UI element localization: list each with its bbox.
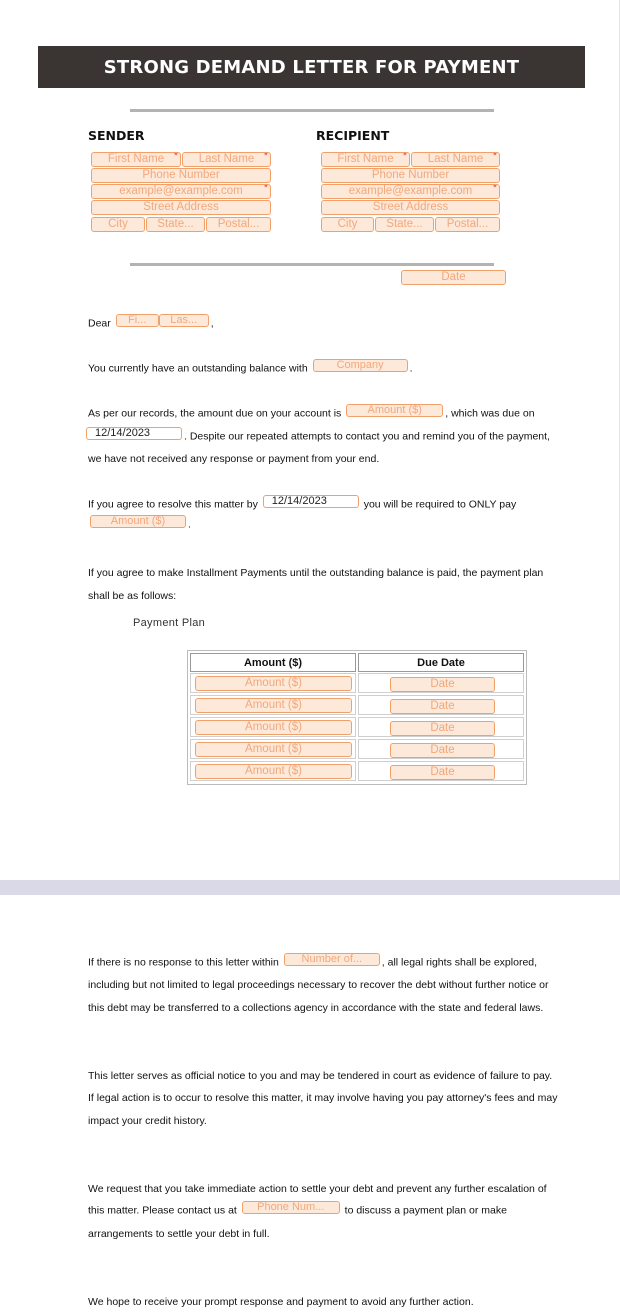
records-line-2 (86, 427, 550, 443)
request-line-2 (88, 1201, 507, 1217)
records-mid-text: , which was due on (445, 407, 535, 420)
table-row (190, 761, 356, 781)
recipient-city-field[interactable]: City (321, 217, 374, 232)
request-contact-text: this matter. Please contact us at (88, 1204, 237, 1217)
recipient-street-field[interactable]: Street Address (321, 200, 500, 215)
greeting-line (88, 314, 214, 330)
request-line-1: We request that you take immediate action to settle your debt and prevent any further escalation of (88, 1183, 547, 1195)
greeting-first-name-field[interactable]: Fi... (116, 314, 159, 327)
page-separator (0, 880, 620, 895)
response-line-2: including but not limited to legal proceedings necessary to recover the debt without further notice or (88, 979, 549, 991)
installment-line-1: If you agree to make Installment Payments until the outstanding balance is paid, the payment plan (88, 567, 544, 579)
sender-state-field[interactable]: State... (146, 217, 205, 232)
table-row (190, 695, 356, 715)
recipient-email-field[interactable]: example@example.com * (321, 184, 500, 199)
records-lead-text: As per our records, the amount due on your account is (88, 407, 342, 420)
resolve-lead-text: If you agree to resolve this matter by (88, 498, 258, 511)
notice-line-1: This letter serves as official notice to you and may be tendered in court as evidence of failure to pay. (88, 1070, 553, 1082)
amount-column-header: Amount ($) (190, 653, 356, 672)
payment-plan-table (187, 650, 527, 785)
row-1-date-field[interactable]: Date (390, 677, 495, 692)
sender-last-name-field[interactable]: Last Name * (182, 152, 271, 167)
response-lead-text: If there is no response to this letter within (88, 956, 279, 969)
resolve-rest-text: you will be required to ONLY pay (363, 498, 517, 511)
row-5-date-field[interactable]: Date (390, 765, 495, 780)
response-rest-text: , all legal rights shall be explored, (381, 956, 538, 969)
table-row (358, 739, 524, 759)
greeting-last-name-field[interactable]: Las... (159, 314, 209, 327)
row-3-date-field[interactable]: Date (390, 721, 495, 736)
response-line-1 (88, 953, 538, 969)
due-date-column-header: Due Date (358, 653, 524, 672)
sender-first-name-field[interactable]: First Name * (91, 152, 181, 167)
notice-line-2: If legal action is to occur to resolve this matter, it may involve having you pay attorney's fees and may (88, 1092, 558, 1104)
request-line-3: arrangements to settle your debt in full. (88, 1228, 270, 1240)
table-row (190, 717, 356, 737)
letter-title: STRONG DEMAND LETTER FOR PAYMENT (38, 46, 585, 88)
sender-street-field[interactable]: Street Address (91, 200, 271, 215)
row-2-date-field[interactable]: Date (390, 699, 495, 714)
row-4-date-field[interactable]: Date (390, 743, 495, 758)
payment-plan-label: Payment Plan (133, 617, 206, 629)
resolve-amount-field[interactable]: Amount ($) (90, 515, 186, 528)
due-date-field[interactable]: 12/14/2023 (86, 427, 182, 440)
recipient-last-name-field[interactable]: Last Name * (411, 152, 500, 167)
row-2-amount-field[interactable]: Amount ($) (195, 698, 352, 713)
letter-page-2 (0, 895, 620, 1316)
table-row (358, 673, 524, 693)
balance-text: You currently have an outstanding balance with (88, 362, 308, 375)
request-discuss-text: to discuss a payment plan or make (344, 1204, 507, 1217)
resolve-line-1 (88, 495, 517, 511)
sender-city-field[interactable]: City (91, 217, 145, 232)
recipient-heading: RECIPIENT (316, 128, 390, 143)
middle-divider (130, 263, 494, 266)
sender-postal-field[interactable]: Postal... (206, 217, 271, 232)
balance-paragraph (88, 359, 413, 375)
table-row (358, 695, 524, 715)
company-field[interactable]: Company (313, 359, 408, 372)
balance-period: . (409, 362, 413, 375)
notice-line-3: impact your credit history. (88, 1115, 207, 1127)
number-of-days-field[interactable]: Number of... (284, 953, 380, 966)
closing-line: We hope to receive your prompt response and payment to avoid any further action. (88, 1296, 474, 1308)
recipient-first-name-field[interactable]: First Name * (321, 152, 410, 167)
row-4-amount-field[interactable]: Amount ($) (195, 742, 352, 757)
resolve-date-field[interactable]: 12/14/2023 (263, 495, 359, 508)
table-row (190, 673, 356, 693)
table-row (190, 739, 356, 759)
table-row (358, 761, 524, 781)
resolve-line-2 (88, 515, 191, 531)
row-1-amount-field[interactable]: Amount ($) (195, 676, 352, 691)
records-rest-text: . Despite our repeated attempts to contact you and remind you of the payment, (184, 430, 550, 443)
top-divider (130, 109, 494, 112)
contact-phone-field[interactable]: Phone Num... (242, 1201, 340, 1214)
recipient-postal-field[interactable]: Postal... (435, 217, 500, 232)
row-5-amount-field[interactable]: Amount ($) (195, 764, 352, 779)
row-3-amount-field[interactable]: Amount ($) (195, 720, 352, 735)
dear-text: Dear (88, 317, 111, 330)
sender-heading: SENDER (88, 128, 145, 143)
recipient-state-field[interactable]: State... (375, 217, 434, 232)
amount-due-field[interactable]: Amount ($) (346, 404, 443, 417)
recipient-phone-field[interactable]: Phone Number (321, 168, 500, 183)
records-line-3: we have not received any response or payment from your end. (88, 453, 380, 465)
sender-email-field[interactable]: example@example.com * (91, 184, 271, 199)
installment-line-2: shall be as follows: (88, 590, 177, 602)
letter-date-field[interactable]: Date (401, 270, 506, 285)
records-line-1 (88, 404, 535, 420)
sender-phone-field[interactable]: Phone Number (91, 168, 271, 183)
table-row (358, 717, 524, 737)
resolve-period: . (188, 518, 191, 531)
greeting-comma: , (210, 317, 214, 330)
response-line-3: this debt may be transferred to a collections agency in accordance with the state and federal laws. (88, 1002, 544, 1014)
